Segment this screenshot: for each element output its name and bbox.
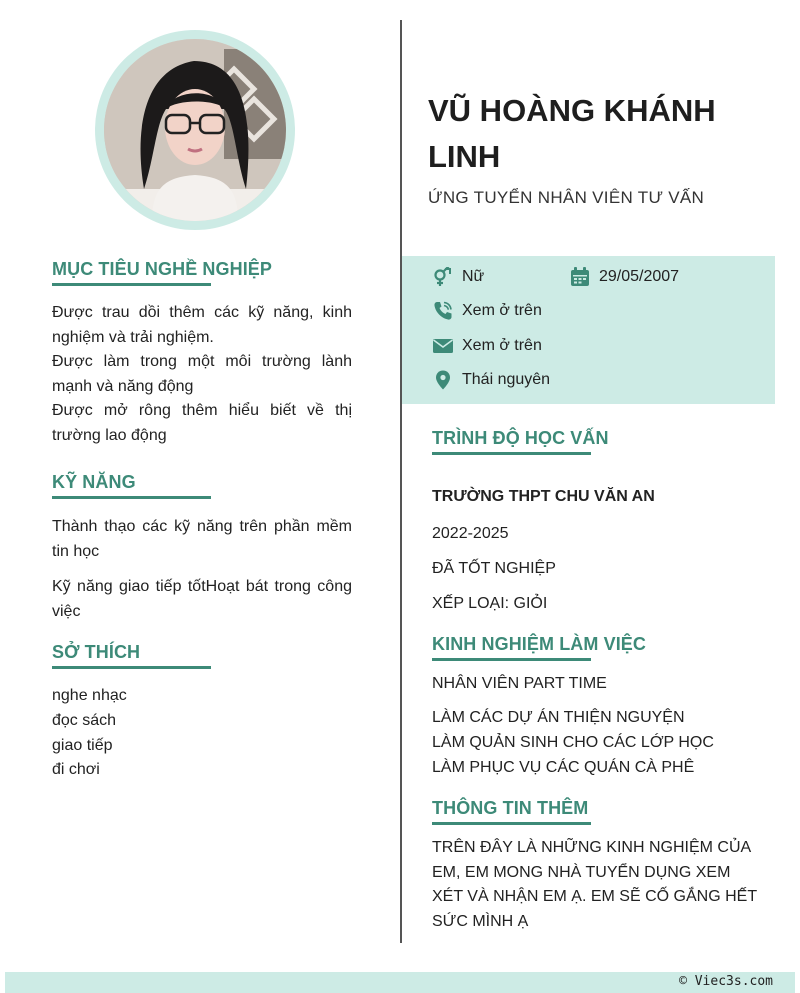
column-divider [400,20,402,943]
phone-icon [432,300,454,322]
objective-text [52,301,352,448]
birthday-value: 29/05/2007 [599,268,680,285]
additional-title: THÔNG TIN THÊM [432,798,589,818]
calendar-icon [569,266,591,288]
avatar-frame [95,30,295,230]
school-name: TRƯỜNG THPT CHU VĂN AN [432,488,655,505]
additional-line: EM, EM MONG NHÀ TUYỂN DỤNG XEM [432,864,731,881]
additional-rule [432,822,591,825]
footer-credit[interactable]: © Viec3s.com [679,974,773,989]
address-value: Thái nguyên [462,371,551,388]
birthday-row [569,266,679,288]
name-line: LINH [428,139,501,174]
hobby-item: đọc sách [52,712,117,729]
gender-icon [432,266,454,288]
phone-value: Xem ở trên [462,302,542,319]
education-years: 2022-2025 [432,525,509,542]
education-title: TRÌNH ĐỘ HỌC VẤN [432,428,609,448]
objective-line: Được mở rông thêm hiểu biết về thị trường lao động [52,402,352,444]
location-icon [432,369,454,391]
hobby-item: đi chơi [52,761,100,778]
email-row [432,335,542,357]
skills-title: KỸ NĂNG [52,472,136,492]
education-rule [432,452,591,455]
gender-value: Nữ [462,268,485,285]
applied-position: ỨNG TUYỂN NHÂN VIÊN TƯ VẤN [428,188,705,207]
education-rank: XẾP LOẠI: GIỎI [432,595,548,612]
experience-rule [432,658,591,661]
skill-item: Kỹ năng giao tiếp tốtHoạt bát trong công việc [52,578,352,620]
email-value: Xem ở trên [462,337,542,354]
experience-item: LÀM PHỤC VỤ CÁC QUÁN CÀ PHÊ [432,759,695,776]
experience-title: KINH NGHIỆM LÀM VIỆC [432,634,647,654]
avatar [104,39,286,221]
candidate-name [428,88,758,180]
skill-item: Thành thạo các kỹ năng trên phần mềm tin học [52,518,352,560]
skills-rule [52,496,211,499]
experience-role: NHÂN VIÊN PART TIME [432,675,607,692]
objective-rule [52,283,211,286]
education-status: ĐÃ TỐT NGHIỆP [432,560,556,577]
hobby-item: nghe nhạc [52,687,127,704]
objective-line: Được làm trong một môi trường lành mạnh và năng động [52,353,352,395]
objective-title: MỤC TIÊU NGHỀ NGHIỆP [52,259,273,279]
footer-bar [5,972,795,993]
additional-line: XÉT VÀ NHẬN EM Ạ. EM SẼ CỐ GẮNG HẾT [432,888,758,905]
experience-item: LÀM CÁC DỰ ÁN THIỆN NGUYỆN [432,709,685,726]
hobbies-title: SỞ THÍCH [52,642,141,662]
address-row [432,369,550,391]
phone-row [432,300,542,322]
additional-line: SỨC MÌNH Ạ [432,913,529,930]
objective-line: Được trau dồi thêm các kỹ năng, kinh nghiệm và trải nghiệm. [52,304,352,346]
experience-item: LÀM QUẢN SINH CHO CÁC LỚP HỌC [432,734,714,751]
gender-row [432,266,484,288]
hobbies-rule [52,666,211,669]
email-icon [432,335,454,357]
skills-text [52,515,352,624]
name-line: VŨ HOÀNG KHÁNH [428,93,716,128]
avatar-photo [104,39,286,221]
hobby-item: giao tiếp [52,737,113,754]
additional-line: TRÊN ĐÂY LÀ NHỮNG KINH NGHIỆM CỦA [432,839,752,856]
